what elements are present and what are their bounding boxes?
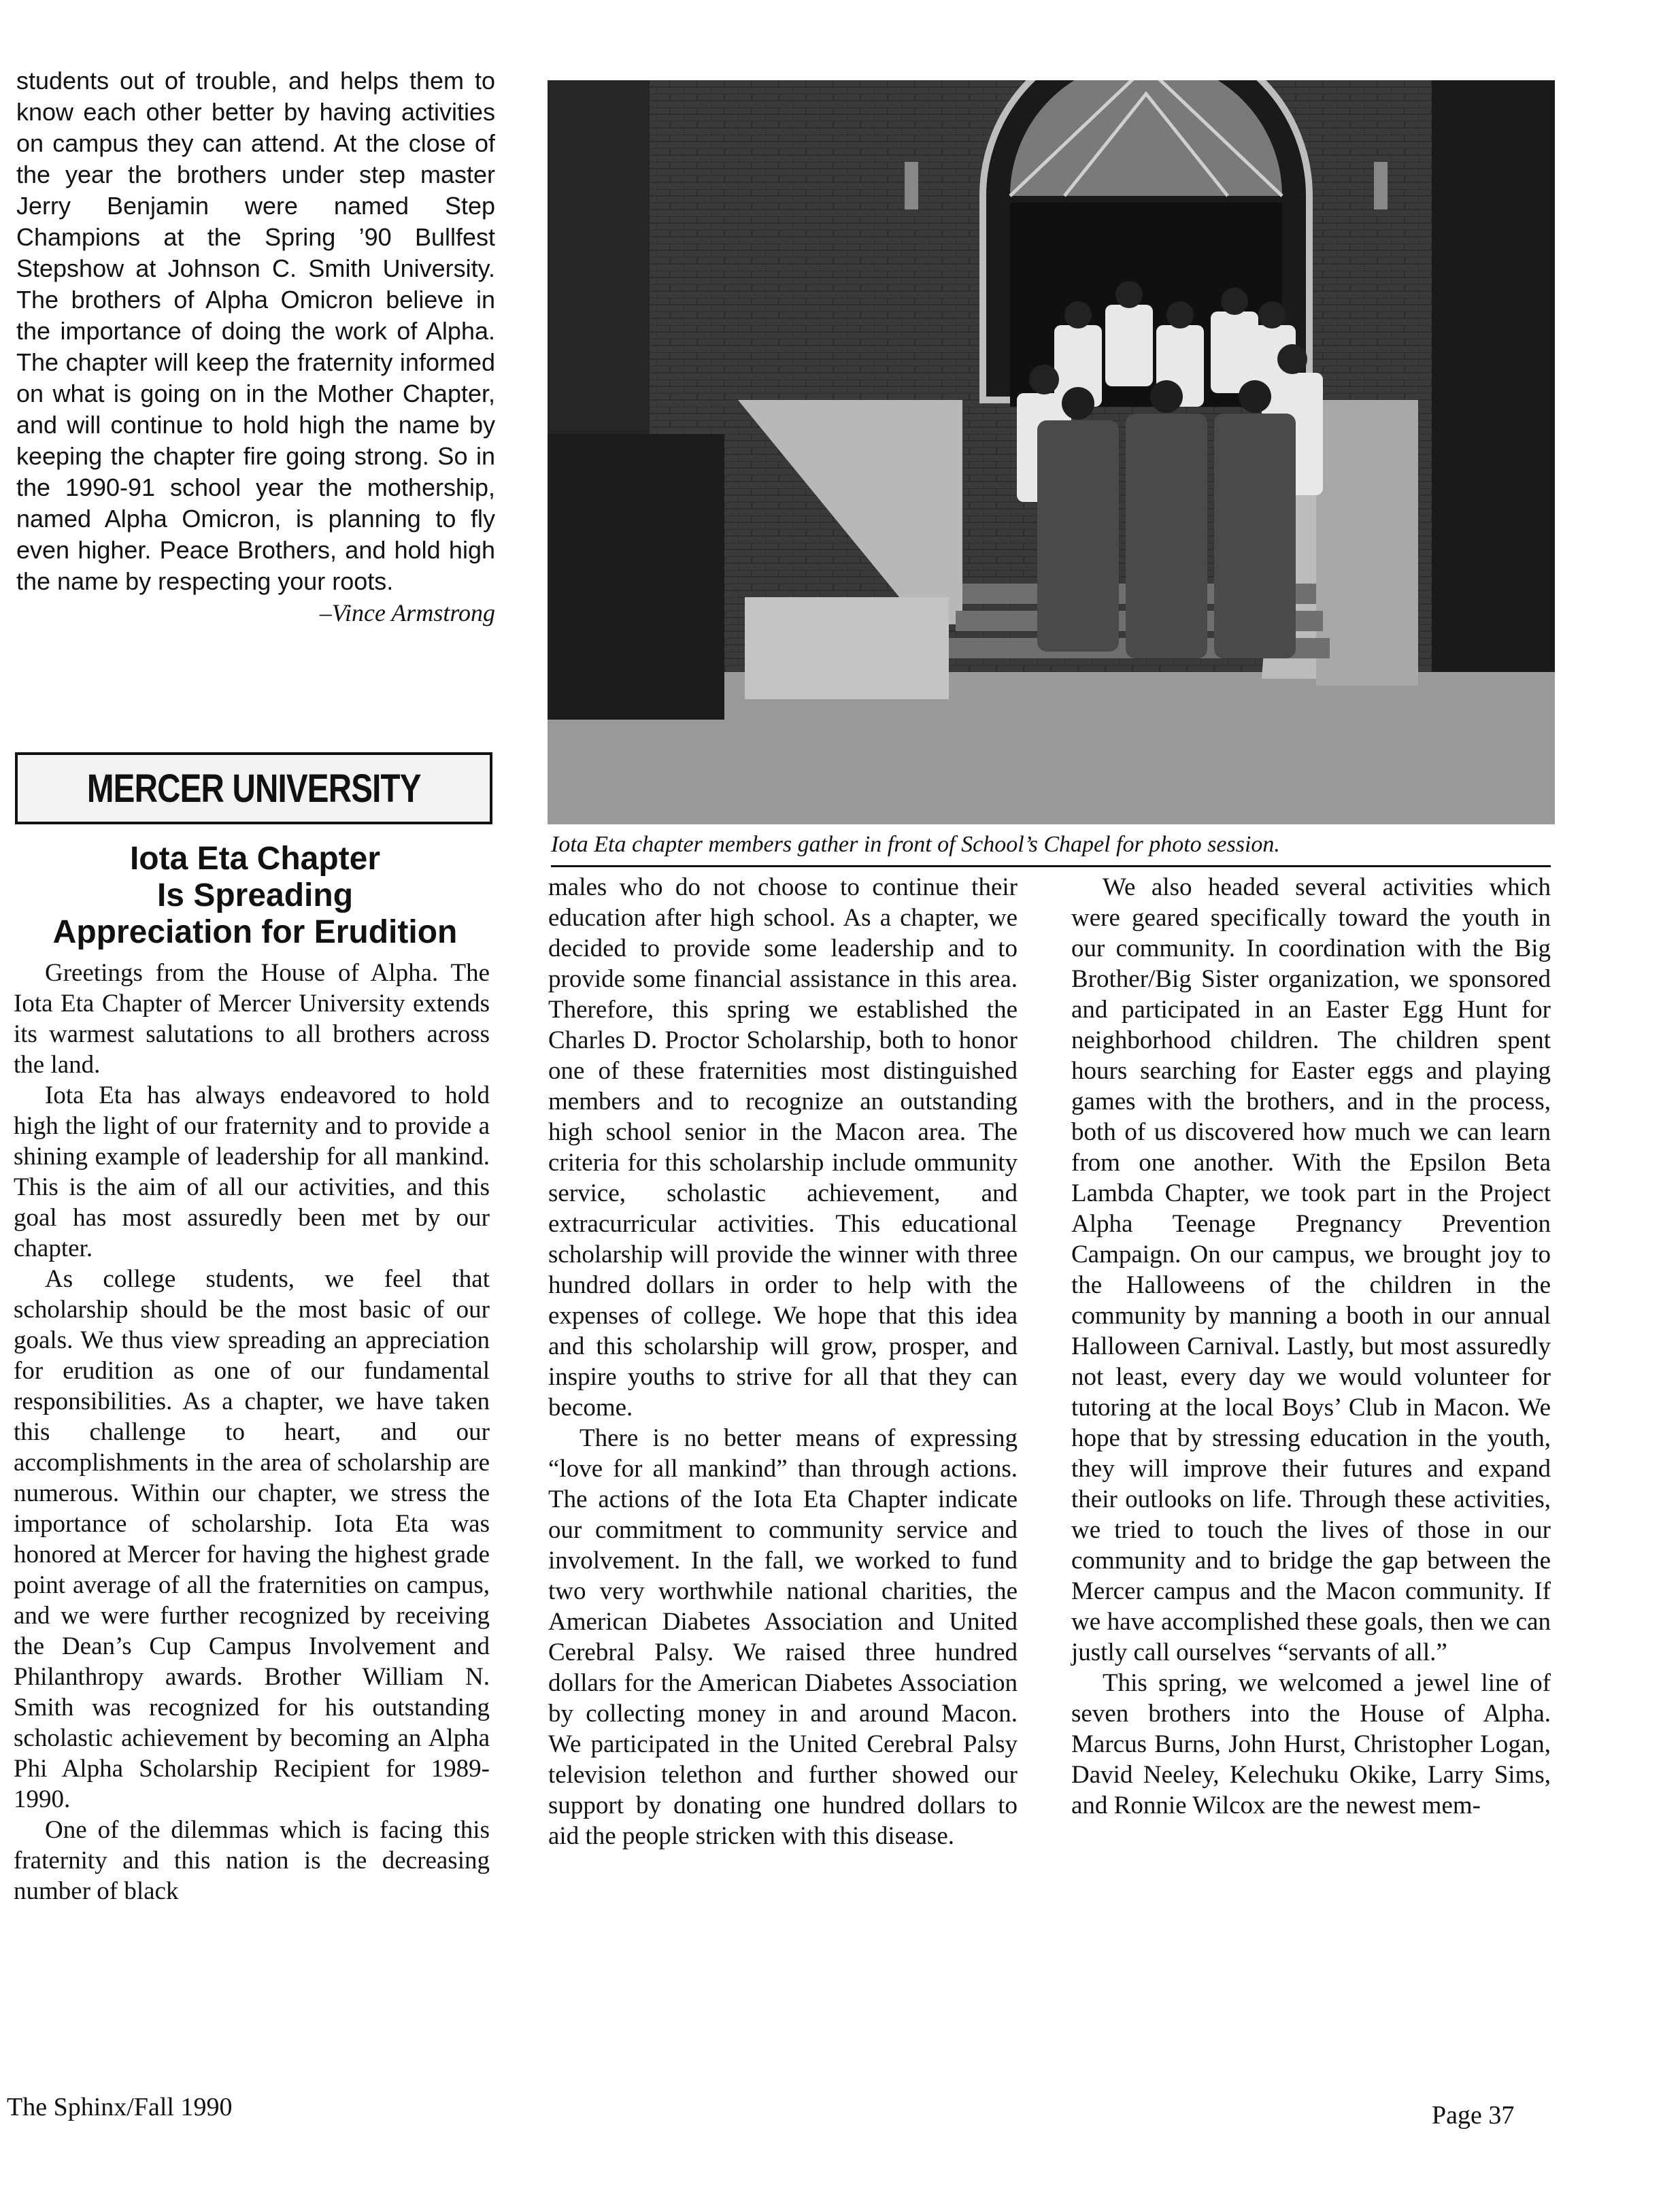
headline-line-1: Iota Eta Chapter [129, 841, 381, 877]
page-number: Page 37 [1432, 2101, 1515, 2130]
paragraph: males who do not choose to continue their education after high school. As a chapter, we decided to provide some leadership and to provide some financial assistance in this area. Therefore, this spring we established the Charles D. Proctor Scholarship, both to honor one of these fraternities most distinguished members and to recognize an outstanding high school senior in the Macon area. The criteria for this scholarship include ommunity service, scholastic achievement, and extracurricular activities. This educational scholarship will provide the winner with three hundred dollars in order to help with the expenses of college. We hope that this idea and this scholarship will grow, prosper, and inspire youths to strive for all that they can become. [548, 873, 1018, 1422]
photo-caption: Iota Eta chapter members gather in front of School’s Chapel for photo session. [551, 831, 1551, 867]
intro-paragraph: students out of trouble, and helps them to know each other better by having activities on campus they can attend. At the close of the year the brothers under step master Jerry Benjamin were named Step Champions at the Spring ’90 Bullfest Stepshow at Johnson C. Smith University. The brothers of Alpha Omicron believe in the importance of doing the work of Alpha. The chapter will keep the fraternity informed on what is going on in the Mother Chapter, and will continue to hold high the name by keeping the chapter fire going strong. So in the 1990-91 school year the mothership, named Alpha Omicron, is planning to fly even higher. Peace Brothers, and hold high the name by respecting your roots. [16, 67, 495, 595]
byline: –Vince Armstrong [319, 599, 495, 626]
paragraph: Greetings from the House of Alpha. The Iota Eta Chapter of Mercer University extends its warmest salutations to all brothers across the land. [14, 959, 490, 1079]
headline-line-2: Is Spreading [156, 877, 354, 913]
paragraph: There is no better means of expressing “love for all mankind” than through actions. The actions of the Iota Eta Chapter indicate our commitment to community service and involvement. In the fall, we worked to fund two very worthwhile national charities, the American Diabetes Association and United Cerebral Palsy. We raised three hundred dollars for the American Diabetes Association by collecting money in and around Macon. We participated in the United Cerebral Palsy television telethon and further showed our support by donating one hundred dollars to aid the people stricken with this disease. [548, 1424, 1018, 1850]
intro-article [16, 65, 495, 628]
paragraph: One of the dilemmas which is facing this fraternity and this nation is the decreasing number of black [14, 1816, 490, 1905]
article-column-2 [548, 872, 1018, 1851]
headline-line-3: Appreciation for Erudition [52, 914, 458, 950]
section-title: MERCER UNIVERSITY [86, 766, 421, 811]
paragraph: Iota Eta has always endeavored to hold high the light of our fraternity and to provide a shining example of leadership for all mankind. This is the aim of all our activities, and this goal has most assuredly been met by our chapter. [14, 1081, 490, 1262]
photo-illustration [548, 80, 1555, 824]
article-column-1 [14, 958, 490, 1906]
paragraph: We also headed several activities which were geared specifically toward the youth in our community. In coordination with the Big Brother/Big Sister organization, we sponsored and participated in an Easter Egg Hunt for neighborhood children. The children spent hours searching for Easter eggs and playing games with the brothers, and in the process, both of us discovered how much we can learn from one another. With the Epsilon Beta Lambda Chapter, we took part in the Project Alpha Teenage Pregnancy Prevention Campaign. On our campus, we brought joy to the Halloweens of the children in the community by manning a booth in our annual Halloween Carnival. Lastly, but most assuredly not least, every day we would volunteer for tutoring at the local Boys’ Club in Macon. We hope that by stressing education in the youth, they will improve their futures and expand their outlooks on life. Through these activities, we tried to touch the lives of those in our community and to bridge the gap between the Mercer campus and the Macon community. If we have accomplished these goals, then we can justly call ourselves “servants of all.” [1071, 873, 1551, 1666]
paragraph: This spring, we welcomed a jewel line of seven brothers into the House of Alpha. Marcus Burns, John Hurst, Christopher Logan, David Neeley, Kelechuku Okike, Larry Sims, and Ronnie Wilcox are the newest mem- [1071, 1669, 1551, 1819]
article-column-3 [1071, 872, 1551, 1821]
section-banner [15, 752, 492, 824]
chapel-group-photo [548, 80, 1555, 824]
article-headline [14, 841, 497, 951]
publication-footer: The Sphinx/Fall 1990 [7, 2093, 233, 2121]
paragraph: As college students, we feel that scholarship should be the most basic of our goals. We thus view spreading an appreciation for erudition as one of our fundamental responsibilities. As a chapter, we have taken this challenge to heart, and our accomplishments in the area of scholarship are numerous. Within our chapter, we stress the importance of scholarship. Iota Eta was honored at Mercer for having the highest grade point average of all the fraternities on campus, and we were further recognized by receiving the Dean’s Cup Campus Involvement and Philanthropy awards. Brother William N. Smith was recognized for his outstanding scholastic achievement by becoming an Alpha Phi Alpha Scholarship Recipient for 1989-1990. [14, 1265, 490, 1813]
